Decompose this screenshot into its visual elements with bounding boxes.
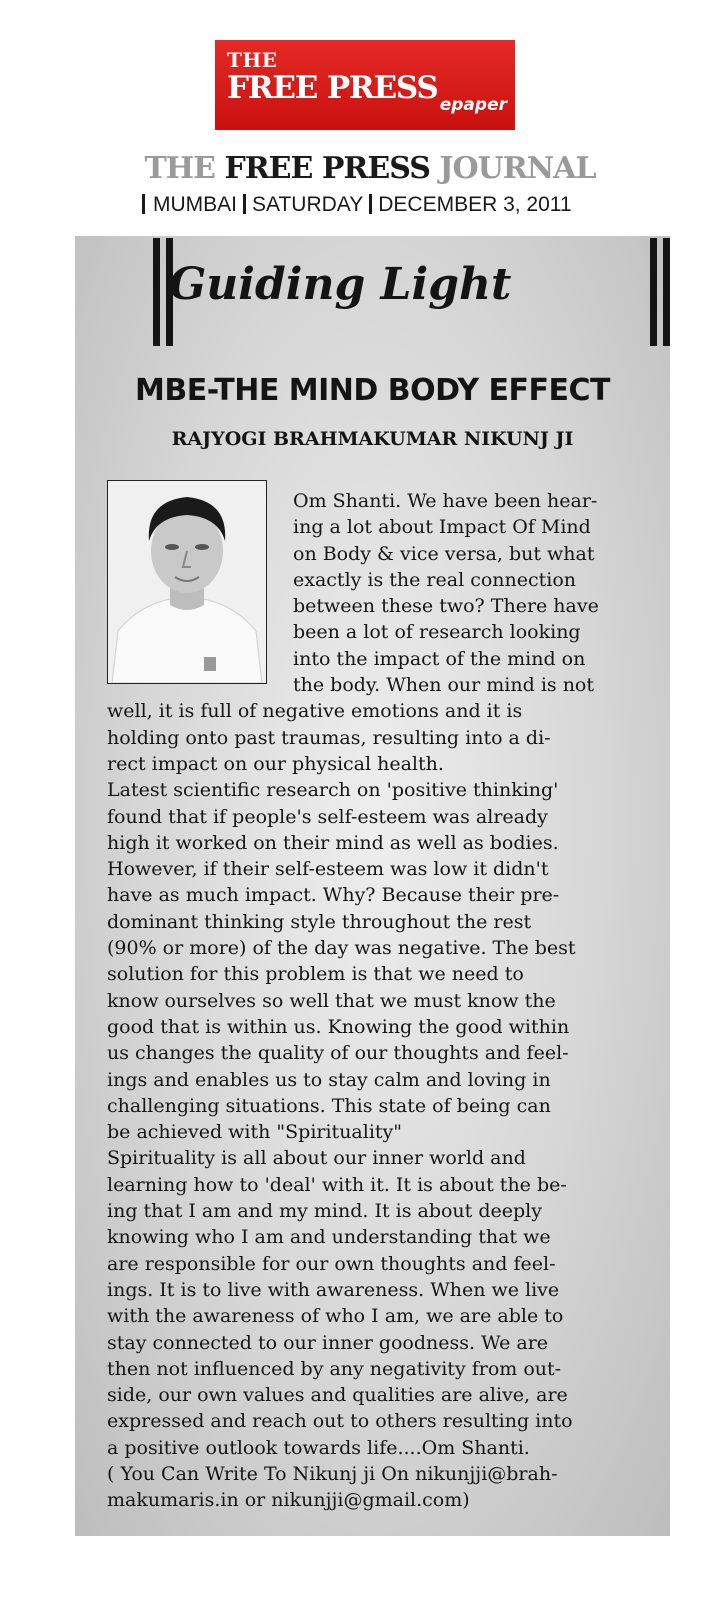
article-line: rect impact on our physical health. bbox=[107, 752, 444, 775]
article-line: between these two? There have bbox=[293, 595, 599, 618]
logo-the-text: THE bbox=[227, 48, 278, 72]
newspaper-masthead bbox=[130, 152, 610, 186]
epaper-logo[interactable] bbox=[215, 40, 515, 130]
article-line: Latest scientific research on 'positive thinking' bbox=[107, 779, 559, 802]
article-line: knowing who I am and understanding that we bbox=[107, 1226, 551, 1249]
article-line: makumaris.in or nikunjji@gmail.com) bbox=[107, 1489, 470, 1512]
dateline-separator bbox=[243, 194, 246, 214]
article-line: ings and enables us to stay calm and loving in bbox=[107, 1068, 551, 1091]
article-line: us changes the quality of our thoughts and feel- bbox=[107, 1042, 569, 1065]
masthead-free-press: FREE PRESS bbox=[224, 151, 430, 186]
article-line: found that if people's self-esteem was already bbox=[107, 805, 548, 828]
dateline-city: MUMBAI bbox=[153, 193, 237, 216]
article-line: good that is within us. Knowing the good within bbox=[107, 1015, 570, 1038]
article-line: challenging situations. This state of being can bbox=[107, 1094, 551, 1117]
article-line: know ourselves so well that we must know the bbox=[107, 989, 556, 1012]
article-line: the body. When our mind is not bbox=[293, 674, 595, 697]
article-line: are responsible for our own thoughts and feel- bbox=[107, 1252, 556, 1275]
article-line: well, it is full of negative emotions and it is bbox=[107, 700, 523, 723]
dateline-date: DECEMBER 3, 2011 bbox=[378, 193, 572, 216]
logo-sub-text: epaper bbox=[439, 95, 507, 115]
title-bar-right bbox=[648, 238, 676, 346]
article-line: dominant thinking style throughout the rest bbox=[107, 910, 532, 933]
article-byline: RAJYOGI BRAHMAKUMAR NIKUNJ JI bbox=[171, 428, 574, 450]
article-line: on Body & vice versa, but what bbox=[293, 542, 595, 565]
article-line: into the impact of the mind on bbox=[293, 647, 586, 670]
article-line: (90% or more) of the day was negative. The best bbox=[107, 937, 576, 960]
article-line: then not influenced by any negativity from out- bbox=[107, 1357, 562, 1380]
article-line: ing a lot about Impact Of Mind bbox=[293, 516, 591, 539]
article-line: be achieved with "Spirituality" bbox=[107, 1121, 403, 1144]
article-line: ing that I am and my mind. It is about deeply bbox=[107, 1200, 542, 1223]
article-headline: MBE-THE MIND BODY EFFECT bbox=[135, 373, 610, 408]
article-line: ( You Can Write To Nikunj ji On nikunjji@brah- bbox=[107, 1462, 558, 1485]
article-line: solution for this problem is that we need to bbox=[107, 963, 524, 986]
logo-main-text: FREE PRESS bbox=[227, 70, 438, 106]
masthead-journal: JOURNAL bbox=[429, 151, 596, 186]
article-line: side, our own values and qualities are alive, are bbox=[107, 1384, 568, 1407]
article-line: stay connected to our inner goodness. We are bbox=[107, 1331, 549, 1354]
column-title: Guiding Light bbox=[168, 259, 512, 310]
dateline bbox=[142, 191, 602, 219]
article-body bbox=[107, 488, 633, 1514]
dateline-day: SATURDAY bbox=[252, 193, 364, 216]
article-line: expressed and reach out to others resulting into bbox=[107, 1410, 573, 1433]
article-line: a positive outlook towards life....Om Shanti. bbox=[107, 1436, 530, 1459]
article-line: been a lot of research looking bbox=[293, 621, 581, 644]
article-line: have as much impact. Why? Because their pre- bbox=[107, 884, 560, 907]
article-line: learning how to 'deal' with it. It is about the be- bbox=[107, 1173, 567, 1196]
article-line: high it worked on their mind as well as bodies. bbox=[107, 831, 559, 854]
dateline-separator bbox=[369, 194, 372, 214]
article-line: Spirituality is all about our inner world and bbox=[107, 1147, 526, 1170]
article-line: with the awareness of who I am, we are able to bbox=[107, 1305, 564, 1328]
article-line: Om Shanti. We have been hear- bbox=[293, 490, 598, 512]
masthead-the: THE bbox=[144, 151, 225, 186]
article-line: ings. It is to live with awareness. When we live bbox=[107, 1278, 560, 1301]
article-line: exactly is the real connection bbox=[293, 568, 577, 591]
article-line: holding onto past traumas, resulting into a di- bbox=[107, 726, 551, 749]
dateline-separator bbox=[142, 194, 145, 214]
article-line: However, if their self-esteem was low it didn't bbox=[107, 858, 549, 881]
